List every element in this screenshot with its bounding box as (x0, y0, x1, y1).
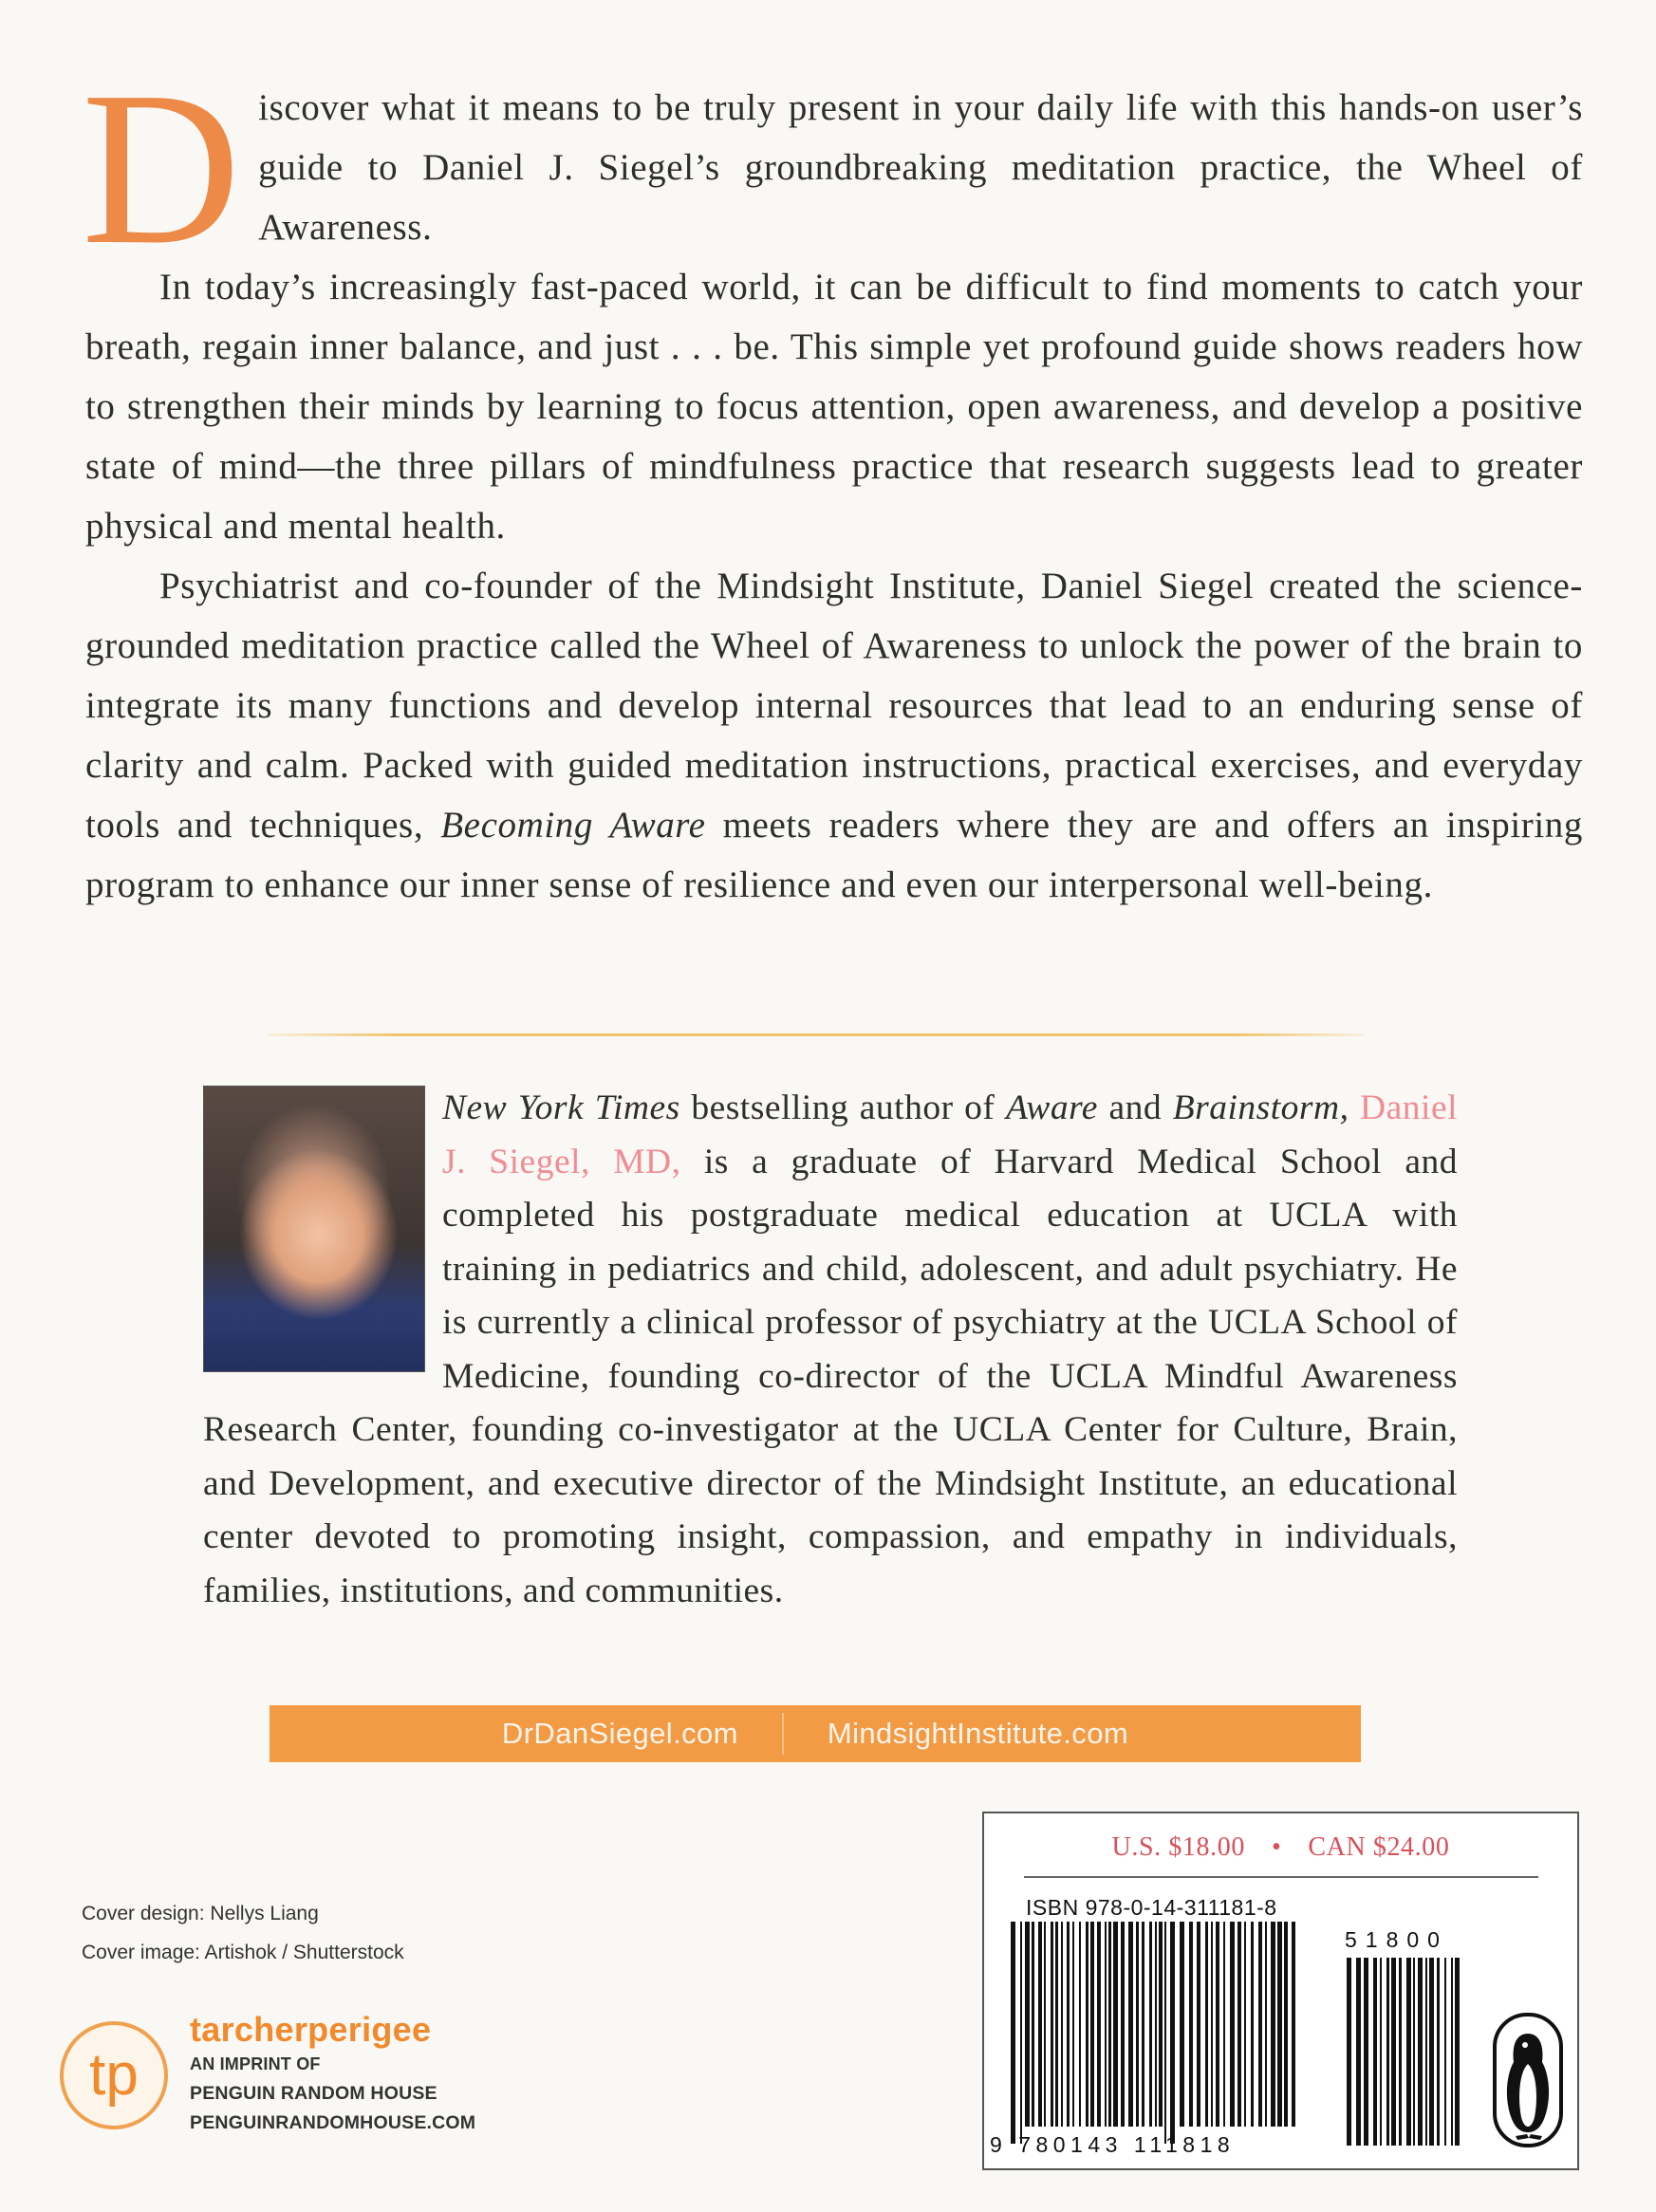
barcode-bar (1011, 1922, 1015, 2144)
bio-text-2: and (1108, 1088, 1163, 1127)
barcode-bar (1142, 1922, 1144, 2127)
barcode-box (982, 1812, 1579, 2170)
barcode-bar (1113, 1922, 1118, 2127)
isbn-number: ISBN 978-0-14-311181-8 (1026, 1895, 1277, 1920)
barcode-bar (1055, 1922, 1058, 2127)
barcode-bar (1128, 1922, 1133, 2127)
barcode-bar (1386, 1958, 1389, 2146)
barcode-bar (1180, 1922, 1184, 2127)
price-us: U.S. $18.00 (1111, 1832, 1245, 1862)
ean-first-digit: 9 (990, 2132, 1008, 2157)
barcode-bar (1223, 1922, 1225, 2127)
barcode-bar (1277, 1922, 1282, 2127)
author-bio (203, 1082, 1458, 1618)
barcode-bar (1067, 1922, 1070, 2127)
intro-copy (82, 46, 1583, 915)
barcode-bar (1097, 1922, 1101, 2127)
cover-credits (82, 1894, 404, 1972)
website-separator (782, 1713, 784, 1755)
price-addon-digits: 51800 (1345, 1927, 1448, 1952)
barcode-bar (1399, 1958, 1402, 2146)
price-separator: • (1271, 1832, 1282, 1862)
barcode-bar (1164, 1922, 1166, 2144)
barcode-bar (1437, 1958, 1440, 2146)
barcode-bar (1159, 1922, 1163, 2127)
barcode-bar (1020, 1922, 1022, 2144)
author-name: Daniel J. Siegel, MD, (442, 1088, 1459, 1181)
ean-right-digits: 111818 (1133, 2132, 1236, 2157)
barcode-bar (1347, 1958, 1351, 2146)
barcode-bar (1105, 1922, 1107, 2127)
website-band (270, 1705, 1361, 1762)
barcode-bar (1429, 1958, 1434, 2146)
barcode-bar (1149, 1922, 1152, 2127)
book-title-inline: Becoming Aware (440, 805, 706, 846)
website-link-drdansiegel[interactable]: DrDanSiegel.com (501, 1717, 738, 1750)
book-brainstorm: Brainstorm, (1172, 1088, 1349, 1127)
barcode-bar (1170, 1922, 1175, 2144)
barcode-bar (1380, 1958, 1382, 2146)
barcode-bar (1444, 1958, 1446, 2146)
barcode-bar (1391, 1958, 1396, 2146)
barcode-bar (1205, 1922, 1208, 2127)
barcode-bar (1418, 1958, 1423, 2146)
intro-paragraph-1-text: iscover what it means to be truly present in your daily life with this hands-on user’s guide to Daniel J. Siegel’s groundbreaking meditation practice, the Wheel of Awareness. (258, 87, 1583, 248)
barcode-bar (1364, 1958, 1368, 2146)
bio-text-1: bestselling author of (691, 1088, 995, 1127)
barcode-bar (1425, 1958, 1427, 2146)
barcode-bar (1090, 1922, 1094, 2127)
barcode-bar (1216, 1922, 1219, 2127)
barcode-bar (1136, 1922, 1139, 2127)
barcode-bar (1356, 1958, 1361, 2146)
barcode-bar (1044, 1922, 1046, 2127)
ean-digits (990, 2132, 1303, 2158)
barcode-bar (1406, 1958, 1411, 2146)
barcode-bar (1230, 1922, 1235, 2127)
barcode-bar (1244, 1922, 1246, 2127)
barcode-bar (1284, 1922, 1288, 2127)
publisher-website[interactable]: PENGUINRANDOMHOUSE.COM (190, 2112, 476, 2133)
barcode-bar (1413, 1958, 1415, 2146)
barcode-bars (984, 1813, 1581, 2172)
website-link-mindsight[interactable]: MindsightInstitute.com (827, 1717, 1129, 1750)
barcode-bar (1079, 1922, 1081, 2127)
ean-left-digits: 780143 (1018, 2132, 1123, 2157)
intro-paragraph-3-text: Psychiatrist and co-founder of the Mindsight Institute, Daniel Siegel created the science-grounded meditation practice called the Wheel of Awareness to unlock the power of the brain to integrate its many functions and develop internal resources that lead to an enduring sense of clarity and calm. Packed with guided meditation instructions, practical exercises, and everyday tools and techniques, (85, 566, 1583, 846)
barcode-bar (1455, 1958, 1460, 2146)
cover-image-credit: Cover image: Artishok / Shutterstock (82, 1942, 404, 1963)
barcode-bar (1265, 1922, 1267, 2127)
publisher-imprint-line: AN IMPRINT OF (190, 2054, 321, 2073)
barcode-bar (1258, 1922, 1262, 2127)
barcode-bar (1292, 1922, 1295, 2127)
penguin-logo-icon (1493, 2013, 1563, 2147)
barcode-bar (1155, 1922, 1157, 2127)
barcode-bar (1051, 1922, 1053, 2127)
barcode-bar (1061, 1922, 1063, 2127)
intro-paragraph-3-end: meets readers where they are and offers an inspiring program to enhance our inner sense of resilience and even our interpersonal well-being. (85, 805, 1583, 905)
barcode-bar (1189, 1922, 1193, 2127)
publisher-name: tarcherperigee (190, 2010, 432, 2049)
book-aware: Aware (1005, 1088, 1098, 1127)
barcode-bar (1121, 1922, 1125, 2127)
logo-text: tp (89, 2042, 139, 2108)
barcode-bar (1451, 1958, 1453, 2146)
barcode-bar (1032, 1922, 1034, 2127)
author-photo (203, 1086, 425, 1372)
nyt-label: New York Times (442, 1088, 680, 1127)
barcode-bar (1197, 1922, 1200, 2127)
publisher-block (190, 2010, 475, 2138)
bio-text-rest: is a graduate of Harvard Medical School and completed his postgraduate medical education at UCLA with training in pediatrics and child, adolescent, and adult psychiatry. He is currently a clinical professor of psychiatry at the UCLA School of Medicine, founding co-director of the UCLA Mindful Awareness Research Center, founding co-investigator at the UCLA Center for Culture, Brain, and Development, and executive director of the Mindsight Institute, an educational center devoted to promoting insight, compassion, and empathy in individuals, families, institutions, and communities. (203, 1142, 1458, 1610)
intro-paragraph-3 (85, 556, 1583, 915)
intro-paragraph-2: In today’s increasingly fast-paced world, it can be difficult to find moments to catch your breath, regain inner balance, and just . . . be. This simple yet profound guide shows readers how to strengthen their minds by learning to focus attention, open awareness, and develop a positive state of mind—the three pillars of mindfulness practice that research suggests lead to greater physical and mental health. (85, 267, 1583, 547)
barcode-bar (1271, 1922, 1275, 2127)
barcode-bar (1211, 1922, 1213, 2127)
cover-design-credit: Cover design: Nellys Liang (82, 1903, 319, 1924)
barcode-bar (1038, 1922, 1042, 2127)
barcode-bar (1237, 1922, 1241, 2127)
intro-paragraph-1 (82, 46, 1583, 290)
tarcherperigee-logo-icon (57, 2018, 171, 2132)
drop-cap: D (82, 46, 242, 290)
publisher-parent: PENGUIN RANDOM HOUSE (190, 2083, 437, 2104)
section-divider (268, 1033, 1364, 1036)
barcode-bar (1086, 1922, 1088, 2127)
barcode-bar (1072, 1922, 1074, 2127)
barcode-bar (1373, 1958, 1377, 2146)
barcode-bar (1025, 1922, 1030, 2127)
barcode-bar (1251, 1922, 1254, 2127)
barcode-bar (1108, 1922, 1111, 2127)
price-can: CAN $24.00 (1308, 1832, 1450, 1862)
